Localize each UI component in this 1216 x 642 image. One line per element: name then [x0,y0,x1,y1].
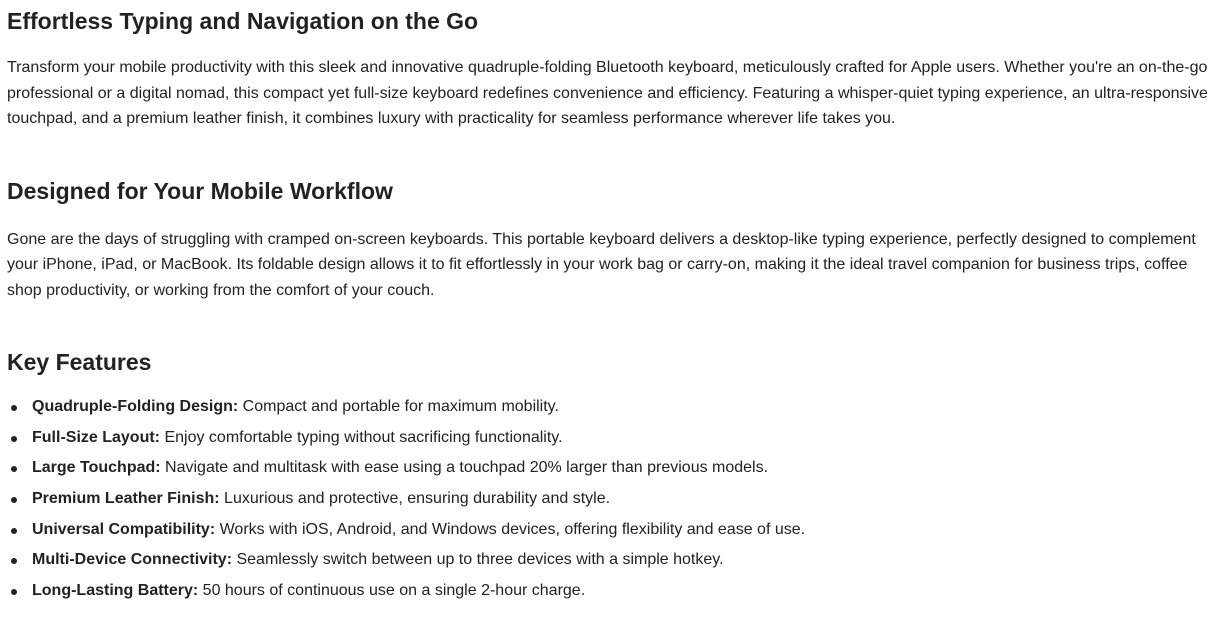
feature-item [7,489,1216,509]
feature-label: Quadruple-Folding Design: [32,398,239,415]
bullet-icon [11,466,17,472]
feature-item [7,550,1216,570]
feature-text: Luxurious and protective, ensuring durability and style. [219,490,611,508]
feature-label: Premium Leather Finish: [32,490,220,508]
bullet-icon [11,528,17,534]
feature-text: 50 hours of continuous use on a single 2-hour charge. [198,582,586,600]
bullet-icon [11,436,17,442]
feature-text: Enjoy comfortable typing without sacrificing functionality. [160,428,563,446]
feature-label: Large Touchpad: [32,459,161,477]
key-features-list [7,397,1216,601]
feature-label: Multi-Device Connectivity: [32,551,233,569]
feature-item [7,458,1216,478]
feature-label: Universal Compatibility: [32,520,216,538]
bullet-icon [11,558,17,564]
feature-label: Long-Lasting Battery: [32,582,199,600]
section-body-workflow: Gone are the days of struggling with cramped on-screen keyboards. This portable keyboard delivers a desktop-like typing experience, perfectly designed to complement your iPhone, iPad, or MacBook. Its foldable design allows it to fit effortlessly in your work bag or carry-on, making it the ideal travel companion for business trips, coffee shop productivity, or working from the comfort of your couch. [7,230,1196,299]
key-features-heading: Key Features [7,349,152,375]
feature-item [7,428,1216,448]
section-heading-typing: Effortless Typing and Navigation on the Go [7,8,479,34]
feature-item [7,397,1216,417]
feature-text: Works with iOS, Android, and Windows devices, offering flexibility and ease of use. [215,520,806,538]
feature-text: Seamlessly switch between up to three devices with a simple hotkey. [232,551,724,569]
section-heading-workflow: Designed for Your Mobile Workflow [7,177,393,204]
bullet-icon [11,405,17,411]
feature-item [7,520,1216,540]
feature-item [7,581,1216,601]
feature-label: Full-Size Layout: [32,428,160,446]
feature-text: Navigate and multitask with ease using a touchpad 20% larger than previous models. [160,459,769,477]
bullet-icon [11,589,17,595]
feature-text: Compact and portable for maximum mobility. [238,398,559,415]
section-body-typing: Transform your mobile productivity with this sleek and innovative quadruple-folding Bluetooth keyboard, meticulously crafted for Apple users. Whether you're an on-the-go professional or a digital nomad, this compact yet full-size keyboard redefines convenience and efficiency. Featuring a whisper-quiet typing experience, an ultra-responsive touchpad, and a premium leather finish, it combines luxury with practicality for seamless performance wherever life takes you. [7,59,1208,127]
bullet-icon [11,497,17,503]
